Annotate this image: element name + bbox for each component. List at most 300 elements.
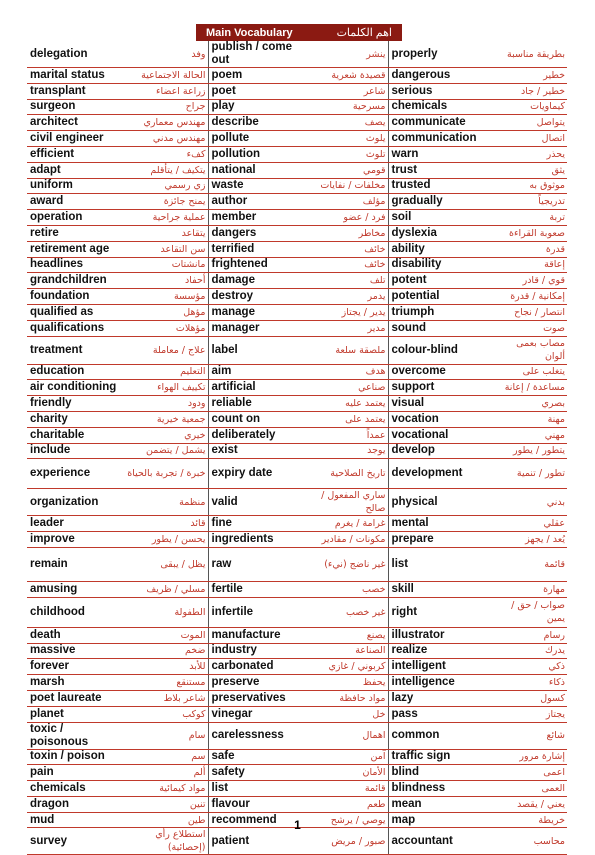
table-row bbox=[27, 210, 567, 226]
english-word: carelessness bbox=[208, 722, 304, 749]
english-word: destroy bbox=[208, 289, 304, 305]
arabic-meaning: مخاطر bbox=[304, 225, 388, 241]
english-word: award bbox=[27, 194, 123, 210]
table-row bbox=[27, 364, 567, 380]
arabic-meaning: يصف bbox=[304, 115, 388, 131]
english-word: physical bbox=[388, 489, 492, 516]
english-word: friendly bbox=[27, 396, 123, 412]
arabic-meaning: تدريجياً bbox=[492, 194, 567, 210]
english-word: potential bbox=[388, 289, 492, 305]
table-row bbox=[27, 68, 567, 84]
english-word: death bbox=[27, 627, 123, 643]
english-word: ingredients bbox=[208, 532, 304, 548]
arabic-meaning: خصب bbox=[304, 581, 388, 597]
english-word: efficient bbox=[27, 146, 123, 162]
english-word: trust bbox=[388, 162, 492, 178]
english-word: serious bbox=[388, 83, 492, 99]
english-word: dangerous bbox=[388, 68, 492, 84]
arabic-meaning: يمنح جائزة bbox=[123, 194, 208, 210]
arabic-meaning: كيماويات bbox=[492, 99, 567, 115]
english-word: forever bbox=[27, 659, 123, 675]
arabic-meaning: الأمان bbox=[304, 765, 388, 781]
english-word: infertile bbox=[208, 597, 304, 627]
arabic-meaning: مانشتات bbox=[123, 257, 208, 273]
arabic-meaning: كسول bbox=[492, 690, 567, 706]
arabic-meaning: مهندس مدني bbox=[123, 131, 208, 147]
arabic-meaning: مهندس معماري bbox=[123, 115, 208, 131]
english-word: reliable bbox=[208, 396, 304, 412]
arabic-meaning: يدير / يجتاز bbox=[304, 304, 388, 320]
english-word: dyslexia bbox=[388, 225, 492, 241]
arabic-meaning: صعوبة القراءة bbox=[492, 225, 567, 241]
table-row bbox=[27, 83, 567, 99]
table-row bbox=[27, 706, 567, 722]
arabic-meaning: يعني / يقصد bbox=[492, 796, 567, 812]
english-word: blindness bbox=[388, 781, 492, 797]
arabic-meaning: عملية جراحية bbox=[123, 210, 208, 226]
section-banner bbox=[196, 24, 402, 41]
english-word: triumph bbox=[388, 304, 492, 320]
table-row bbox=[27, 722, 567, 749]
english-word: toxin / poison bbox=[27, 749, 123, 765]
english-word: planet bbox=[27, 706, 123, 722]
english-word: transplant bbox=[27, 83, 123, 99]
english-word: uniform bbox=[27, 178, 123, 194]
english-word: intelligent bbox=[388, 659, 492, 675]
english-word: aim bbox=[208, 364, 304, 380]
english-word: preservatives bbox=[208, 690, 304, 706]
arabic-meaning: يلوث bbox=[304, 131, 388, 147]
english-word: poem bbox=[208, 68, 304, 84]
english-word: surgeon bbox=[27, 99, 123, 115]
english-word: dragon bbox=[27, 796, 123, 812]
english-word: author bbox=[208, 194, 304, 210]
table-row bbox=[27, 547, 567, 581]
arabic-meaning: مسرحية bbox=[304, 99, 388, 115]
arabic-meaning: مستنقع bbox=[123, 675, 208, 691]
english-word: childhood bbox=[27, 597, 123, 627]
table-row bbox=[27, 532, 567, 548]
english-word: remain bbox=[27, 547, 123, 581]
arabic-meaning: يوصي / يرشح bbox=[304, 812, 388, 828]
table-row bbox=[27, 516, 567, 532]
english-word: chemicals bbox=[388, 99, 492, 115]
arabic-meaning: مؤهلات bbox=[123, 320, 208, 336]
arabic-meaning: بطريقة مناسبة bbox=[492, 41, 567, 68]
arabic-meaning: خائف bbox=[304, 241, 388, 257]
arabic-meaning: ذكي bbox=[492, 659, 567, 675]
arabic-meaning: يتغلب على bbox=[492, 364, 567, 380]
english-word: qualifications bbox=[27, 320, 123, 336]
english-word: mean bbox=[388, 796, 492, 812]
arabic-meaning: يعتمد عليه bbox=[304, 396, 388, 412]
arabic-meaning: صوت bbox=[492, 320, 567, 336]
arabic-meaning: تكييف الهواء bbox=[123, 380, 208, 396]
english-word: terrified bbox=[208, 241, 304, 257]
english-word: properly bbox=[388, 41, 492, 68]
english-word: improve bbox=[27, 532, 123, 548]
table-row bbox=[27, 289, 567, 305]
arabic-meaning: كوكب bbox=[123, 706, 208, 722]
english-word: damage bbox=[208, 273, 304, 289]
arabic-meaning: التعليم bbox=[123, 364, 208, 380]
arabic-meaning: يتطور / يطور bbox=[492, 443, 567, 459]
arabic-meaning: زراعة اعضاء bbox=[123, 83, 208, 99]
english-word: map bbox=[388, 812, 492, 828]
english-word: visual bbox=[388, 396, 492, 412]
arabic-meaning: رسام bbox=[492, 627, 567, 643]
arabic-meaning: إمكانية / قدرة bbox=[492, 289, 567, 305]
english-word: organization bbox=[27, 489, 123, 516]
arabic-meaning: ساري المفعول / صالح bbox=[304, 489, 388, 516]
arabic-meaning: غرامة / يغرم bbox=[304, 516, 388, 532]
english-word: operation bbox=[27, 210, 123, 226]
arabic-meaning: الصناعة bbox=[304, 643, 388, 659]
table-row bbox=[27, 749, 567, 765]
english-word: vocation bbox=[388, 411, 492, 427]
arabic-meaning: منظمة bbox=[123, 489, 208, 516]
arabic-meaning: عقلي bbox=[492, 516, 567, 532]
arabic-meaning: الحالة الاجتماعية bbox=[123, 68, 208, 84]
arabic-meaning: يعتمد على bbox=[304, 411, 388, 427]
arabic-meaning: العمى bbox=[492, 781, 567, 797]
table-row bbox=[27, 273, 567, 289]
english-word: waste bbox=[208, 178, 304, 194]
english-word: air conditioning bbox=[27, 380, 123, 396]
english-word: communicate bbox=[388, 115, 492, 131]
english-word: mud bbox=[27, 812, 123, 828]
english-word: member bbox=[208, 210, 304, 226]
english-word: vocational bbox=[388, 427, 492, 443]
arabic-meaning: تاريخ الصلاحية bbox=[304, 459, 388, 489]
english-word: right bbox=[388, 597, 492, 627]
english-word: safe bbox=[208, 749, 304, 765]
arabic-meaning: كفء bbox=[123, 146, 208, 162]
table-row bbox=[27, 828, 567, 855]
arabic-meaning: يحسن / يطور bbox=[123, 532, 208, 548]
english-word: skill bbox=[388, 581, 492, 597]
table-row bbox=[27, 581, 567, 597]
arabic-meaning: للأبد bbox=[123, 659, 208, 675]
english-word: manager bbox=[208, 320, 304, 336]
arabic-meaning: بصري bbox=[492, 396, 567, 412]
english-word: retire bbox=[27, 225, 123, 241]
english-word: poet laureate bbox=[27, 690, 123, 706]
english-word: amusing bbox=[27, 581, 123, 597]
table-row bbox=[27, 597, 567, 627]
arabic-meaning: تطور / تنمية bbox=[492, 459, 567, 489]
english-word: pollution bbox=[208, 146, 304, 162]
arabic-meaning: مؤهل bbox=[123, 304, 208, 320]
arabic-meaning: هدف bbox=[304, 364, 388, 380]
english-word: preserve bbox=[208, 675, 304, 691]
english-word: count on bbox=[208, 411, 304, 427]
arabic-meaning: يُعد / يجهز bbox=[492, 532, 567, 548]
arabic-meaning: ألم bbox=[123, 765, 208, 781]
arabic-meaning: يحذر bbox=[492, 146, 567, 162]
english-word: safety bbox=[208, 765, 304, 781]
table-row bbox=[27, 781, 567, 797]
english-word: realize bbox=[388, 643, 492, 659]
english-word: label bbox=[208, 336, 304, 364]
english-word: illustrator bbox=[388, 627, 492, 643]
table-row bbox=[27, 320, 567, 336]
english-word: chemicals bbox=[27, 781, 123, 797]
english-word: manage bbox=[208, 304, 304, 320]
table-row bbox=[27, 225, 567, 241]
english-word: architect bbox=[27, 115, 123, 131]
english-word: fine bbox=[208, 516, 304, 532]
arabic-meaning: سام bbox=[123, 722, 208, 749]
table-row bbox=[27, 241, 567, 257]
english-word: play bbox=[208, 99, 304, 115]
table-row bbox=[27, 643, 567, 659]
table-row bbox=[27, 675, 567, 691]
english-word: recommend bbox=[208, 812, 304, 828]
arabic-meaning: وفد bbox=[123, 41, 208, 68]
english-word: colour-blind bbox=[388, 336, 492, 364]
english-word: intelligence bbox=[388, 675, 492, 691]
arabic-meaning: أحفاد bbox=[123, 273, 208, 289]
arabic-meaning: الموت bbox=[123, 627, 208, 643]
arabic-meaning: مساعدة / إعانة bbox=[492, 380, 567, 396]
english-word: experience bbox=[27, 459, 123, 489]
table-row bbox=[27, 146, 567, 162]
arabic-meaning: اتصال bbox=[492, 131, 567, 147]
english-word: list bbox=[388, 547, 492, 581]
table-row bbox=[27, 459, 567, 489]
english-word: exist bbox=[208, 443, 304, 459]
english-word: marsh bbox=[27, 675, 123, 691]
arabic-meaning: يتواصل bbox=[492, 115, 567, 131]
arabic-meaning: قائمة bbox=[492, 547, 567, 581]
english-word: dangers bbox=[208, 225, 304, 241]
english-word: artificial bbox=[208, 380, 304, 396]
arabic-meaning: مؤسسة bbox=[123, 289, 208, 305]
arabic-meaning: شاعر بلاط bbox=[123, 690, 208, 706]
arabic-meaning: مكونات / مقادير bbox=[304, 532, 388, 548]
english-word: treatment bbox=[27, 336, 123, 364]
arabic-meaning: طين bbox=[123, 812, 208, 828]
arabic-meaning: خل bbox=[304, 706, 388, 722]
english-word: patient bbox=[208, 828, 304, 855]
arabic-meaning: صواب / حق / يمين bbox=[492, 597, 567, 627]
arabic-meaning: مؤلف bbox=[304, 194, 388, 210]
english-word: communication bbox=[388, 131, 492, 147]
english-word: lazy bbox=[388, 690, 492, 706]
arabic-meaning: قصيدة شعرية bbox=[304, 68, 388, 84]
english-word: fertile bbox=[208, 581, 304, 597]
arabic-meaning: موثوق به bbox=[492, 178, 567, 194]
arabic-meaning: يحفظ bbox=[304, 675, 388, 691]
page-number: 1 bbox=[294, 818, 301, 832]
english-word: sound bbox=[388, 320, 492, 336]
arabic-meaning: قائد bbox=[123, 516, 208, 532]
arabic-meaning: اهمال bbox=[304, 722, 388, 749]
arabic-meaning: انتصار / نجاح bbox=[492, 304, 567, 320]
arabic-meaning: فرد / عضو bbox=[304, 210, 388, 226]
english-word: accountant bbox=[388, 828, 492, 855]
english-word: pain bbox=[27, 765, 123, 781]
english-word: potent bbox=[388, 273, 492, 289]
arabic-meaning: ملصقة سلعة bbox=[304, 336, 388, 364]
arabic-meaning: قوي / قادر bbox=[492, 273, 567, 289]
english-word: support bbox=[388, 380, 492, 396]
english-word: soil bbox=[388, 210, 492, 226]
arabic-meaning: صبور / مريض bbox=[304, 828, 388, 855]
english-word: grandchildren bbox=[27, 273, 123, 289]
english-word: toxic / poisonous bbox=[27, 722, 123, 749]
arabic-meaning: يوجد bbox=[304, 443, 388, 459]
english-word: retirement age bbox=[27, 241, 123, 257]
arabic-meaning: إشارة مرور bbox=[492, 749, 567, 765]
english-word: prepare bbox=[388, 532, 492, 548]
arabic-meaning: يدمر bbox=[304, 289, 388, 305]
english-word: publish / come out bbox=[208, 41, 304, 68]
english-word: vinegar bbox=[208, 706, 304, 722]
arabic-meaning: بدني bbox=[492, 489, 567, 516]
english-word: raw bbox=[208, 547, 304, 581]
arabic-meaning: جراح bbox=[123, 99, 208, 115]
arabic-meaning: مواد كيمائية bbox=[123, 781, 208, 797]
arabic-meaning: علاج / معاملة bbox=[123, 336, 208, 364]
table-row bbox=[27, 765, 567, 781]
arabic-meaning: مصاب بعمى ألوان bbox=[492, 336, 567, 364]
arabic-meaning: خطير bbox=[492, 68, 567, 84]
arabic-meaning: اعمى bbox=[492, 765, 567, 781]
arabic-meaning: قدرة bbox=[492, 241, 567, 257]
english-word: blind bbox=[388, 765, 492, 781]
arabic-meaning: ينشر bbox=[304, 41, 388, 68]
english-word: frightened bbox=[208, 257, 304, 273]
arabic-meaning: سن التقاعد bbox=[123, 241, 208, 257]
table-row bbox=[27, 427, 567, 443]
english-word: common bbox=[388, 722, 492, 749]
english-word: develop bbox=[388, 443, 492, 459]
vocabulary-table bbox=[27, 41, 567, 855]
arabic-meaning: يتكيف / يتأقلم bbox=[123, 162, 208, 178]
arabic-meaning: سم bbox=[123, 749, 208, 765]
arabic-meaning: يظل / يبقى bbox=[123, 547, 208, 581]
arabic-meaning: قائمة bbox=[304, 781, 388, 797]
english-word: valid bbox=[208, 489, 304, 516]
arabic-meaning: مهني bbox=[492, 427, 567, 443]
english-word: overcome bbox=[388, 364, 492, 380]
arabic-meaning: خطير / جاد bbox=[492, 83, 567, 99]
arabic-meaning: مهنة bbox=[492, 411, 567, 427]
english-word: headlines bbox=[27, 257, 123, 273]
english-word: pass bbox=[388, 706, 492, 722]
english-word: flavour bbox=[208, 796, 304, 812]
english-word: manufacture bbox=[208, 627, 304, 643]
arabic-meaning: ودود bbox=[123, 396, 208, 412]
arabic-meaning: يشمل / يتضمن bbox=[123, 443, 208, 459]
english-word: trusted bbox=[388, 178, 492, 194]
english-word: warn bbox=[388, 146, 492, 162]
table-row bbox=[27, 396, 567, 412]
english-word: development bbox=[388, 459, 492, 489]
arabic-meaning: طعم bbox=[304, 796, 388, 812]
arabic-meaning: كربوني / غازي bbox=[304, 659, 388, 675]
table-row bbox=[27, 131, 567, 147]
arabic-meaning: الطفولة bbox=[123, 597, 208, 627]
english-word: education bbox=[27, 364, 123, 380]
english-word: delegation bbox=[27, 41, 123, 68]
table-row bbox=[27, 627, 567, 643]
english-word: deliberately bbox=[208, 427, 304, 443]
english-word: poet bbox=[208, 83, 304, 99]
arabic-meaning: غير ناضج (نيء) bbox=[304, 547, 388, 581]
table-row bbox=[27, 336, 567, 364]
english-word: charity bbox=[27, 411, 123, 427]
english-word: civil engineer bbox=[27, 131, 123, 147]
english-word: charitable bbox=[27, 427, 123, 443]
arabic-meaning: يتقاعد bbox=[123, 225, 208, 241]
english-word: ability bbox=[388, 241, 492, 257]
arabic-meaning: شاعر bbox=[304, 83, 388, 99]
arabic-meaning: مواد حافظة bbox=[304, 690, 388, 706]
arabic-meaning: زي رسمي bbox=[123, 178, 208, 194]
table-row bbox=[27, 659, 567, 675]
table-row bbox=[27, 257, 567, 273]
english-word: massive bbox=[27, 643, 123, 659]
english-word: carbonated bbox=[208, 659, 304, 675]
table-row bbox=[27, 380, 567, 396]
english-word: industry bbox=[208, 643, 304, 659]
english-word: pollute bbox=[208, 131, 304, 147]
arabic-meaning: يدرك bbox=[492, 643, 567, 659]
arabic-meaning: تربة bbox=[492, 210, 567, 226]
arabic-meaning: خريطة bbox=[492, 812, 567, 828]
arabic-meaning: تنين bbox=[123, 796, 208, 812]
english-word: disability bbox=[388, 257, 492, 273]
arabic-meaning: تلوث bbox=[304, 146, 388, 162]
arabic-meaning: تلف bbox=[304, 273, 388, 289]
arabic-meaning: ذكاء bbox=[492, 675, 567, 691]
table-row bbox=[27, 41, 567, 68]
english-word: qualified as bbox=[27, 304, 123, 320]
english-word: include bbox=[27, 443, 123, 459]
english-word: marital status bbox=[27, 68, 123, 84]
arabic-meaning: يصنع bbox=[304, 627, 388, 643]
table-row bbox=[27, 443, 567, 459]
arabic-meaning: شائع bbox=[492, 722, 567, 749]
arabic-meaning: استطلاع رأي (إحصائية) bbox=[123, 828, 208, 855]
table-row bbox=[27, 411, 567, 427]
table-row bbox=[27, 162, 567, 178]
table-row bbox=[27, 99, 567, 115]
arabic-meaning: محاسب bbox=[492, 828, 567, 855]
banner-title-en: Main Vocabulary bbox=[206, 26, 293, 39]
english-word: describe bbox=[208, 115, 304, 131]
english-word: national bbox=[208, 162, 304, 178]
arabic-meaning: آمن bbox=[304, 749, 388, 765]
english-word: expiry date bbox=[208, 459, 304, 489]
banner-title-ar: اهم الكلمات bbox=[336, 27, 392, 39]
table-row bbox=[27, 194, 567, 210]
english-word: adapt bbox=[27, 162, 123, 178]
english-word: foundation bbox=[27, 289, 123, 305]
table-row bbox=[27, 304, 567, 320]
table-row bbox=[27, 115, 567, 131]
arabic-meaning: إعاقة bbox=[492, 257, 567, 273]
arabic-meaning: مخلفات / نفايات bbox=[304, 178, 388, 194]
arabic-meaning: صناعي bbox=[304, 380, 388, 396]
arabic-meaning: خيري bbox=[123, 427, 208, 443]
english-word: traffic sign bbox=[388, 749, 492, 765]
table-row bbox=[27, 178, 567, 194]
arabic-meaning: قومي bbox=[304, 162, 388, 178]
